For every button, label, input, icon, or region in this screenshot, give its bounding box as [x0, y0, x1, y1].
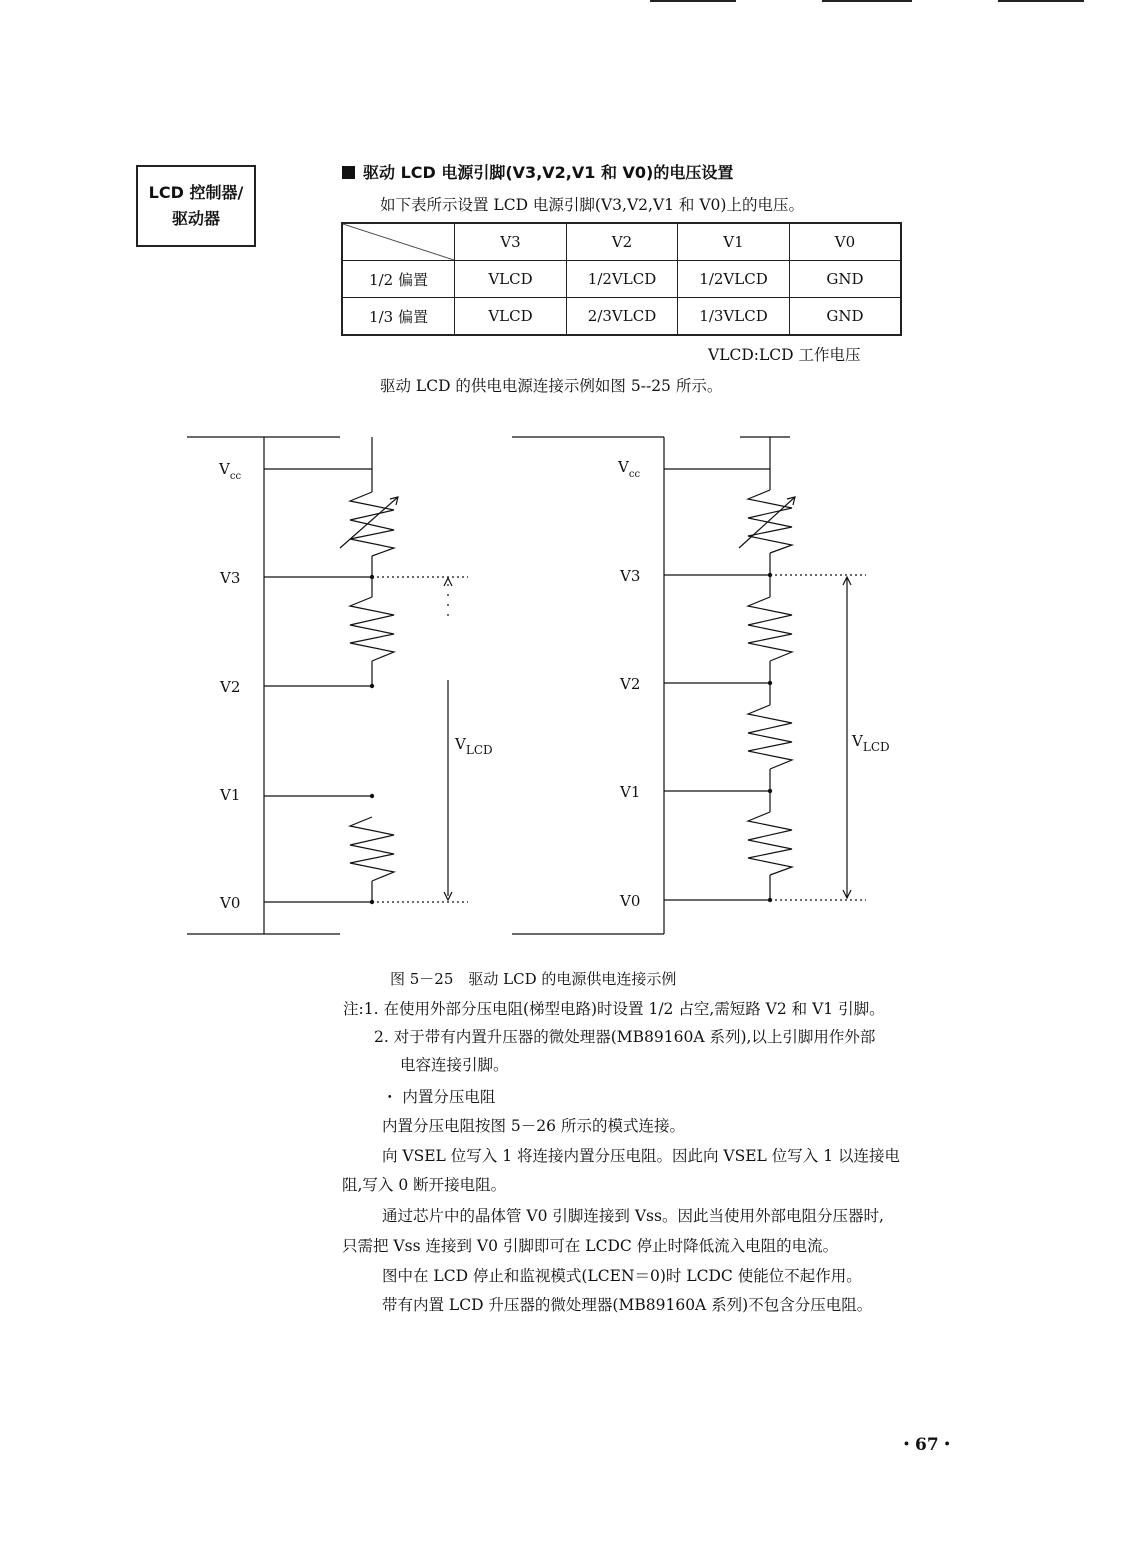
body-paragraph-2-line-1: 向 VSEL 位写入 1 将连接内置分压电阻。因此向 VSEL 位写入 1 以连接电	[382, 1147, 900, 1165]
body-paragraph-5: 带有内置 LCD 升压器的微处理器(MB89160A 系列)不包含分压电阻。	[382, 1296, 873, 1314]
page-number: ・67・	[898, 1435, 956, 1455]
body-paragraph-4: 图中在 LCD 停止和监视模式(LCEN＝0)时 LCDC 使能位不起作用。	[382, 1267, 862, 1285]
svg-text:VLCD	[851, 732, 890, 754]
svg-text:Vcc	[617, 458, 640, 480]
svg-text:Vcc	[218, 460, 241, 482]
note-2-line-2: 电容连接引脚。	[400, 1056, 509, 1074]
v1-label-right: V1	[620, 783, 641, 801]
vcc-sub-right: cc	[628, 469, 641, 480]
vcc-sub-left: cc	[229, 471, 242, 482]
figure-caption: 图 5－25 驱动 LCD 的电源供电连接示例	[390, 970, 677, 988]
table-cell: VLCD	[455, 298, 567, 336]
body-paragraph-2-line-2: 阻,写入 0 断开接电阻。	[342, 1176, 507, 1194]
table-header-v0: V0	[790, 223, 902, 261]
vlcd-sub-right: LCD	[862, 740, 890, 754]
body-paragraph-3-line-1: 通过芯片中的晶体管 V0 引脚连接到 Vss。因此当使用外部电阻分压器时,	[382, 1207, 884, 1225]
figure-reference-text: 驱动 LCD 的供电电源连接示例如图 5--25 所示。	[380, 377, 723, 395]
table-header-v1: V1	[678, 223, 790, 261]
v2-label-left: V2	[220, 678, 241, 696]
body-paragraph-3-line-2: 只需把 Vss 连接到 V0 引脚即可在 LCDC 停止时降低流入电阻的电流。	[342, 1237, 839, 1255]
table-cell: GND	[790, 298, 902, 336]
vlcd-label-right: V	[852, 732, 863, 750]
table-cell: 1/2VLCD	[678, 261, 790, 298]
v1-label-left: V1	[220, 786, 241, 804]
table-cell: GND	[790, 261, 902, 298]
table-footnote: VLCD:LCD 工作电压	[708, 346, 861, 364]
vlcd-label-left: V	[455, 735, 466, 753]
vlcd-sub-left: LCD	[465, 743, 493, 757]
intro-text: 如下表所示设置 LCD 电源引脚(V3,V2,V1 和 V0)上的电压。	[380, 196, 804, 214]
vcc-label-left: V	[219, 460, 230, 478]
section-heading-text: 驱动 LCD 电源引脚(V3,V2,V1 和 V0)的电压设置	[363, 163, 734, 182]
v0-label-left: V0	[220, 894, 241, 912]
v3-label-left: V3	[220, 569, 241, 587]
table-cell: VLCD	[455, 261, 567, 298]
table-header-v3: V3	[455, 223, 567, 261]
note-1: 注:1. 在使用外部分压电阻(梯型电路)时设置 1/2 占空,需短路 V2 和 V1 引脚。	[343, 1000, 885, 1018]
v3-label-right: V3	[620, 567, 641, 585]
v0-label-right: V0	[620, 892, 641, 910]
v2-label-right: V2	[620, 675, 641, 693]
bullet-heading: ・ 内置分压电阻	[382, 1088, 496, 1106]
table-cell: 1/2VLCD	[567, 261, 678, 298]
svg-text:VLCD	[454, 735, 493, 757]
section-tab-line-1: LCD 控制器/	[148, 183, 244, 202]
table-cell: 2/3VLCD	[567, 298, 678, 336]
vcc-label-right: V	[618, 458, 629, 476]
table-cell: 1/3VLCD	[678, 298, 790, 336]
table-row-label: 1/3 偏置	[342, 298, 455, 336]
section-tab-line-2: 驱动器	[171, 209, 220, 228]
body-paragraph-1: 内置分压电阻按图 5－26 所示的模式连接。	[382, 1117, 685, 1135]
note-2-line-1: 2. 对于带有内置升压器的微处理器(MB89160A 系列),以上引脚用作外部	[374, 1028, 876, 1046]
table-row-label: 1/2 偏置	[342, 261, 455, 298]
table-header-v2: V2	[567, 223, 678, 261]
